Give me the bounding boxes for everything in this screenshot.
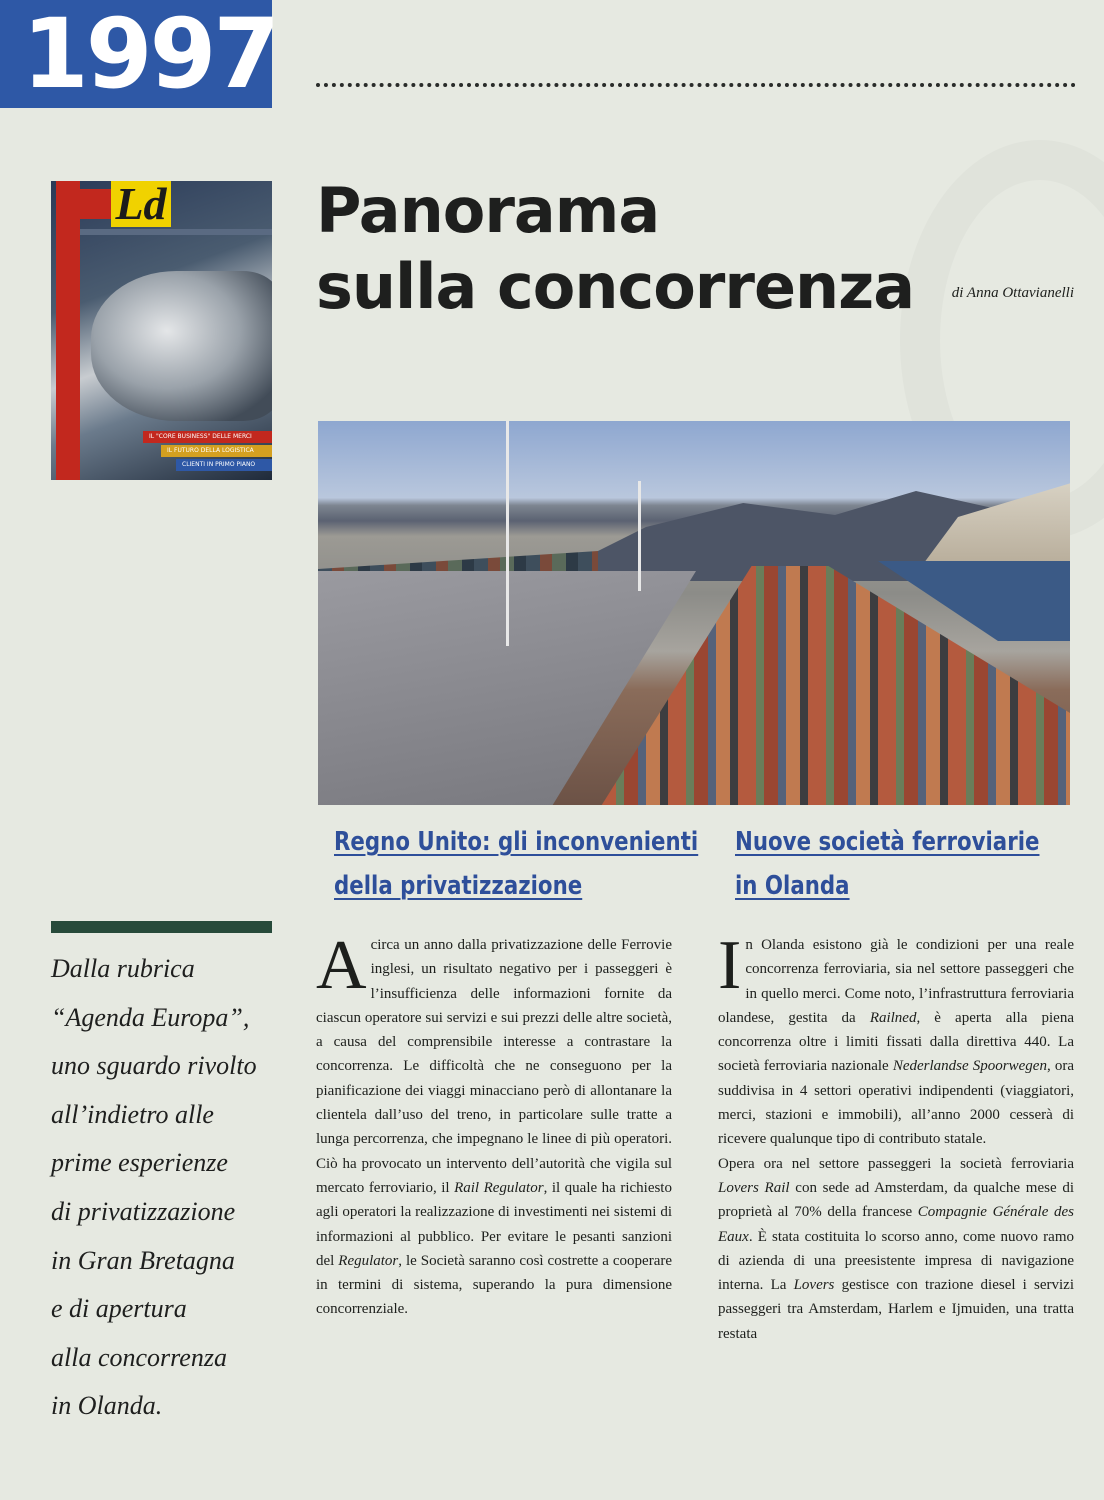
body-paragraph: [718, 1152, 1074, 1346]
drop-cap: A: [316, 927, 367, 1004]
body-text: , le Società saranno così costrette a cooperare in termini di sistema, superando la pura dimensione concorrenziale.: [316, 1252, 673, 1318]
quote-line: in Olanda.: [51, 1391, 163, 1421]
title-line: Panorama: [316, 174, 660, 247]
year-label: 1997: [0, 0, 272, 108]
italic-term: Railned: [869, 1009, 917, 1026]
body-text: . È stata costituita lo scorso anno, come nuovo ramo di azienda di una preesistente impresa di navigazione interna. La: [718, 1228, 1074, 1294]
italic-term: Nederlandse Spoorwegen: [892, 1058, 1047, 1075]
italic-term: Lovers Rail: [718, 1179, 790, 1196]
quote-line: in Gran Bretagna: [51, 1245, 235, 1275]
quote-line: alla concorrenza: [51, 1342, 227, 1372]
italic-term: Compagnie Générale des Eaux: [718, 1204, 1075, 1245]
body-paragraph: [316, 927, 673, 1322]
column-uk: [316, 927, 673, 1322]
section-heading-netherlands: [735, 820, 1039, 908]
cover-tag: IL "CORE BUSINESS" DELLE MERCI: [143, 431, 272, 443]
heading-line: in Olanda: [735, 871, 850, 901]
photo-light-pole: [638, 481, 641, 591]
sidebar-quote: [51, 945, 291, 1431]
quote-line: prime esperienze: [51, 1148, 228, 1178]
author-byline: di Anna Ottavianelli: [951, 285, 1074, 301]
body-text: Opera ora nel settore passeggeri la società ferroviaria: [718, 1155, 1074, 1172]
sidebar-rule: [51, 921, 272, 933]
title-line: sulla concorrenza: [316, 250, 915, 323]
quote-line: uno sguardo rivolto: [51, 1051, 257, 1081]
body-text: n Olanda esistono già le condizioni per una reale concorrenza ferroviaria, sia nel settore passeggeri che in quello merci. Come noto, l’infrastruttura ferroviaria olandese, gestita da: [718, 937, 1074, 1026]
body-text: circa un anno dalla privatizzazione delle Ferrovie inglesi, un risultato negativo per i passeggeri è l’insufficienza delle informazioni fornite da ciascun operatore sui servizi e sui prezzi delle altre società, a causa del comprensibile interesse a contrastare la concorrenza. Le difficoltà che ne conseguono per la pianificazione dei viaggi minacciano però di allontanare la clientela dall’uso del treno, in particolare sulle tratte a lunga percorrenza, che impegnano le linee di più operatori. Ciò ha provocato un intervento dell’autorità che vigila sul mercato ferroviario, il: [316, 937, 672, 1196]
italic-term: Rail Regulator: [454, 1179, 544, 1196]
heading-line: Regno Unito: gli inconvenienti: [334, 827, 699, 857]
quote-line: “Agenda Europa”,: [51, 1002, 250, 1032]
cover-tag: CLIENTI IN PRIMO PIANO: [176, 459, 272, 471]
cover-strip: [80, 229, 272, 235]
section-heading-uk: [334, 820, 698, 908]
italic-term: Regulator: [338, 1252, 399, 1269]
body-text: , è aperta alla piena concorrenza oltre i limiti fissati dalla direttiva 440. La società ferroviaria nazionale: [718, 1009, 1074, 1075]
body-text: con sede ad Amsterdam, da qualche mese di proprietà al 70% della francese: [718, 1179, 1074, 1221]
quote-line: all’indietro alle: [51, 1099, 214, 1129]
photo-light-pole: [506, 421, 509, 646]
magazine-cover-image: [51, 181, 272, 480]
cover-tank-illustration: [91, 271, 272, 421]
heading-line: Nuove società ferroviarie: [735, 827, 1040, 857]
column-netherlands: [718, 927, 1075, 1346]
heading-line: della privatizzazione: [334, 871, 583, 901]
body-paragraph: [718, 927, 1074, 1152]
quote-line: Dalla rubrica: [51, 954, 195, 983]
body-text: , il quale ha richiesto agli operatori la realizzazione di investimenti nei sistemi di informazioni al pubblico. Per evitare le pesanti sanzioni del: [316, 1179, 672, 1269]
cover-logo: Ld: [111, 181, 171, 227]
body-text: gestisce con trazione diesel i servizi passeggeri tra Amsterdam, Harlem e Ijmuiden, una tratta restata: [718, 1277, 1074, 1342]
port-container-photo: [318, 421, 1070, 805]
drop-cap: I: [718, 927, 742, 1004]
quote-line: di privatizzazione: [51, 1196, 236, 1226]
article-title: [316, 173, 914, 325]
cover-red-bar: [56, 181, 80, 480]
header-dotted-rule: [316, 83, 1076, 87]
cover-tag: IL FUTURO DELLA LOGISTICA: [161, 445, 272, 457]
quote-line: e di apertura: [51, 1294, 187, 1324]
body-text: , ora suddivisa in 4 settori operativi indipendenti (viaggiatori, merci, stazioni e immobili), all’anno 2000 cesserà di ricevere qualunque tipo di contributo statale.: [718, 1058, 1074, 1148]
italic-term: Lovers: [793, 1277, 835, 1294]
